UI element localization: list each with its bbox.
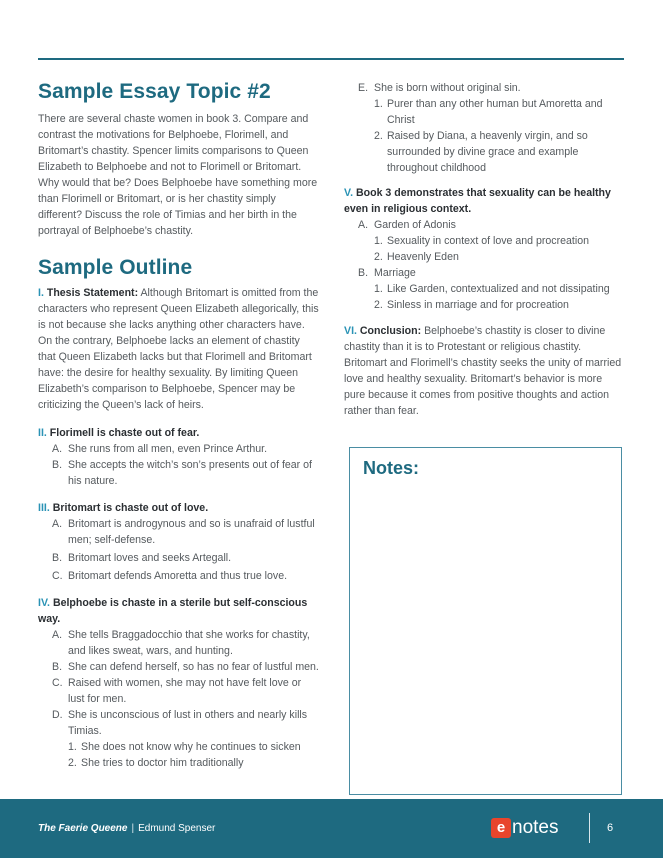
- conclusion-paragraph: [344, 323, 626, 419]
- page-number: 6: [607, 822, 614, 834]
- notes-title: Notes:: [363, 458, 420, 478]
- list-item: D. She is unconscious of lust in others and nearly kills Timias.: [52, 709, 308, 737]
- logo-wordmark: notes: [512, 817, 559, 838]
- list-item: C. Raised with women, she may not have felt love or lust for men.: [52, 677, 302, 705]
- book-title: The Faerie Queene: [38, 823, 128, 834]
- footer-book-title: [38, 823, 215, 834]
- thesis-label: Thesis Statement:: [46, 287, 139, 299]
- list-item: B. She can defend herself, so has no fear of lustful men.: [52, 661, 319, 673]
- section-numeral: III.: [38, 502, 50, 514]
- conclusion-text: Belphoebe’s chastity is closer to divine chastity than it is to Protestant or religious chastity. Britomart and Florimell’s chastity seeks the unity of married love and healthy sexuality. Britomart’s behavior is more pure because it comes from positive thoughts and action rather than fear.: [344, 325, 622, 417]
- section-numeral: II.: [38, 427, 47, 439]
- sub-list-item: 2. Raised by Diana, a heavenly virgin, and so surrounded by divine grace and example throughout childhood: [374, 130, 588, 174]
- thesis-text: Although Britomart is omitted from the characters who represent Queen Elizabeth allegorically, this is not because she lacks anything other characters have. On the contrary, Belphoebe lacks an element of chastity that Queen Elizabeth lacks but that Florimell and Britomart have: the desire for healthy sexuality. By limiting Queen Elizabeth’s comparison to Belphoebe, Spencer may be criticizing the Queen’s lack of heirs.: [38, 287, 319, 411]
- footer: [0, 799, 663, 858]
- section-title: Book 3 demonstrates that sexuality can be healthy even in religious context.: [344, 187, 611, 215]
- sub-list-item: 1. Purer than any other human but Amoretta and Christ: [374, 98, 603, 126]
- outline-section-3: [38, 500, 320, 584]
- right-column: [344, 80, 626, 419]
- list-item: A. She runs from all men, even Prince Arthur.: [52, 443, 268, 455]
- essay-topic-text: There are several chaste women in book 3. Compare and contrast the motivations for Belphoebe, Florimell, and Britomart’s chastity. Spencer limits comparisons to Queen Elizabeth to Belphoebe and not to Florimell or Britomart. Why would that be? Does Belphoebe have something more than Florimell or Britomart, or is her chastity simply different? Discuss the role of Timias and her birth in the portrayal of Belphoebe’s chastity.: [38, 113, 318, 237]
- outline-section-4-continued: [344, 80, 626, 176]
- sub-list-item: 1. Sexuality in context of love and procreation: [374, 235, 589, 247]
- author-name: Edmund Spenser: [138, 823, 216, 834]
- sub-list-item: 2. Heavenly Eden: [374, 251, 459, 263]
- outline-section-5: [344, 185, 626, 313]
- sub-list-item: 2. She tries to doctor him traditionally: [68, 757, 244, 769]
- list-item: C. Britomart defends Amoretta and thus true love.: [52, 570, 288, 582]
- left-column: [38, 80, 320, 771]
- enotes-logo[interactable]: [491, 817, 558, 839]
- sub-list-item: 1. She does not know why he continues to sicken: [68, 741, 301, 753]
- section-numeral: I.: [38, 287, 44, 299]
- outline-section-2: [38, 425, 320, 489]
- footer-divider: [589, 813, 590, 843]
- section-numeral: VI.: [344, 325, 357, 337]
- list-item: A. Garden of Adonis: [358, 219, 456, 231]
- footer-separator: |: [131, 823, 135, 834]
- section-title: Florimell is chaste out of fear.: [49, 427, 200, 439]
- notes-box: [349, 447, 622, 795]
- section-numeral: IV.: [38, 597, 50, 609]
- logo-e-mark: e: [491, 818, 511, 838]
- outline-section-4: [38, 595, 320, 771]
- section-title: Belphoebe is chaste in a sterile but self-conscious way.: [38, 597, 308, 625]
- top-rule: [38, 58, 624, 60]
- sub-list-item: 2. Sinless in marriage and for procreation: [374, 299, 569, 311]
- conclusion-label: Conclusion:: [359, 325, 422, 337]
- section-title: Britomart is chaste out of love.: [52, 502, 209, 514]
- sub-list-item: 1. Like Garden, contextualized and not dissipating: [374, 283, 610, 295]
- list-item: B. Marriage: [358, 267, 416, 279]
- list-item: A. She tells Braggadocchio that she works for chastity, and likes sweat, wars, and hunting.: [52, 629, 310, 657]
- list-item: A. Britomart is androgynous and so is unafraid of lustful men; self-defense.: [52, 518, 315, 546]
- outline-heading: Sample Outline: [38, 256, 193, 279]
- thesis-paragraph: [38, 285, 320, 413]
- list-item: E. She is born without original sin.: [358, 82, 521, 94]
- list-item: B. Britomart loves and seeks Artegall.: [52, 552, 232, 564]
- list-item: B. She accepts the witch’s son’s presents out of fear of his nature.: [52, 459, 312, 487]
- section-numeral: V.: [344, 187, 354, 199]
- essay-topic-heading: Sample Essay Topic #2: [38, 80, 271, 103]
